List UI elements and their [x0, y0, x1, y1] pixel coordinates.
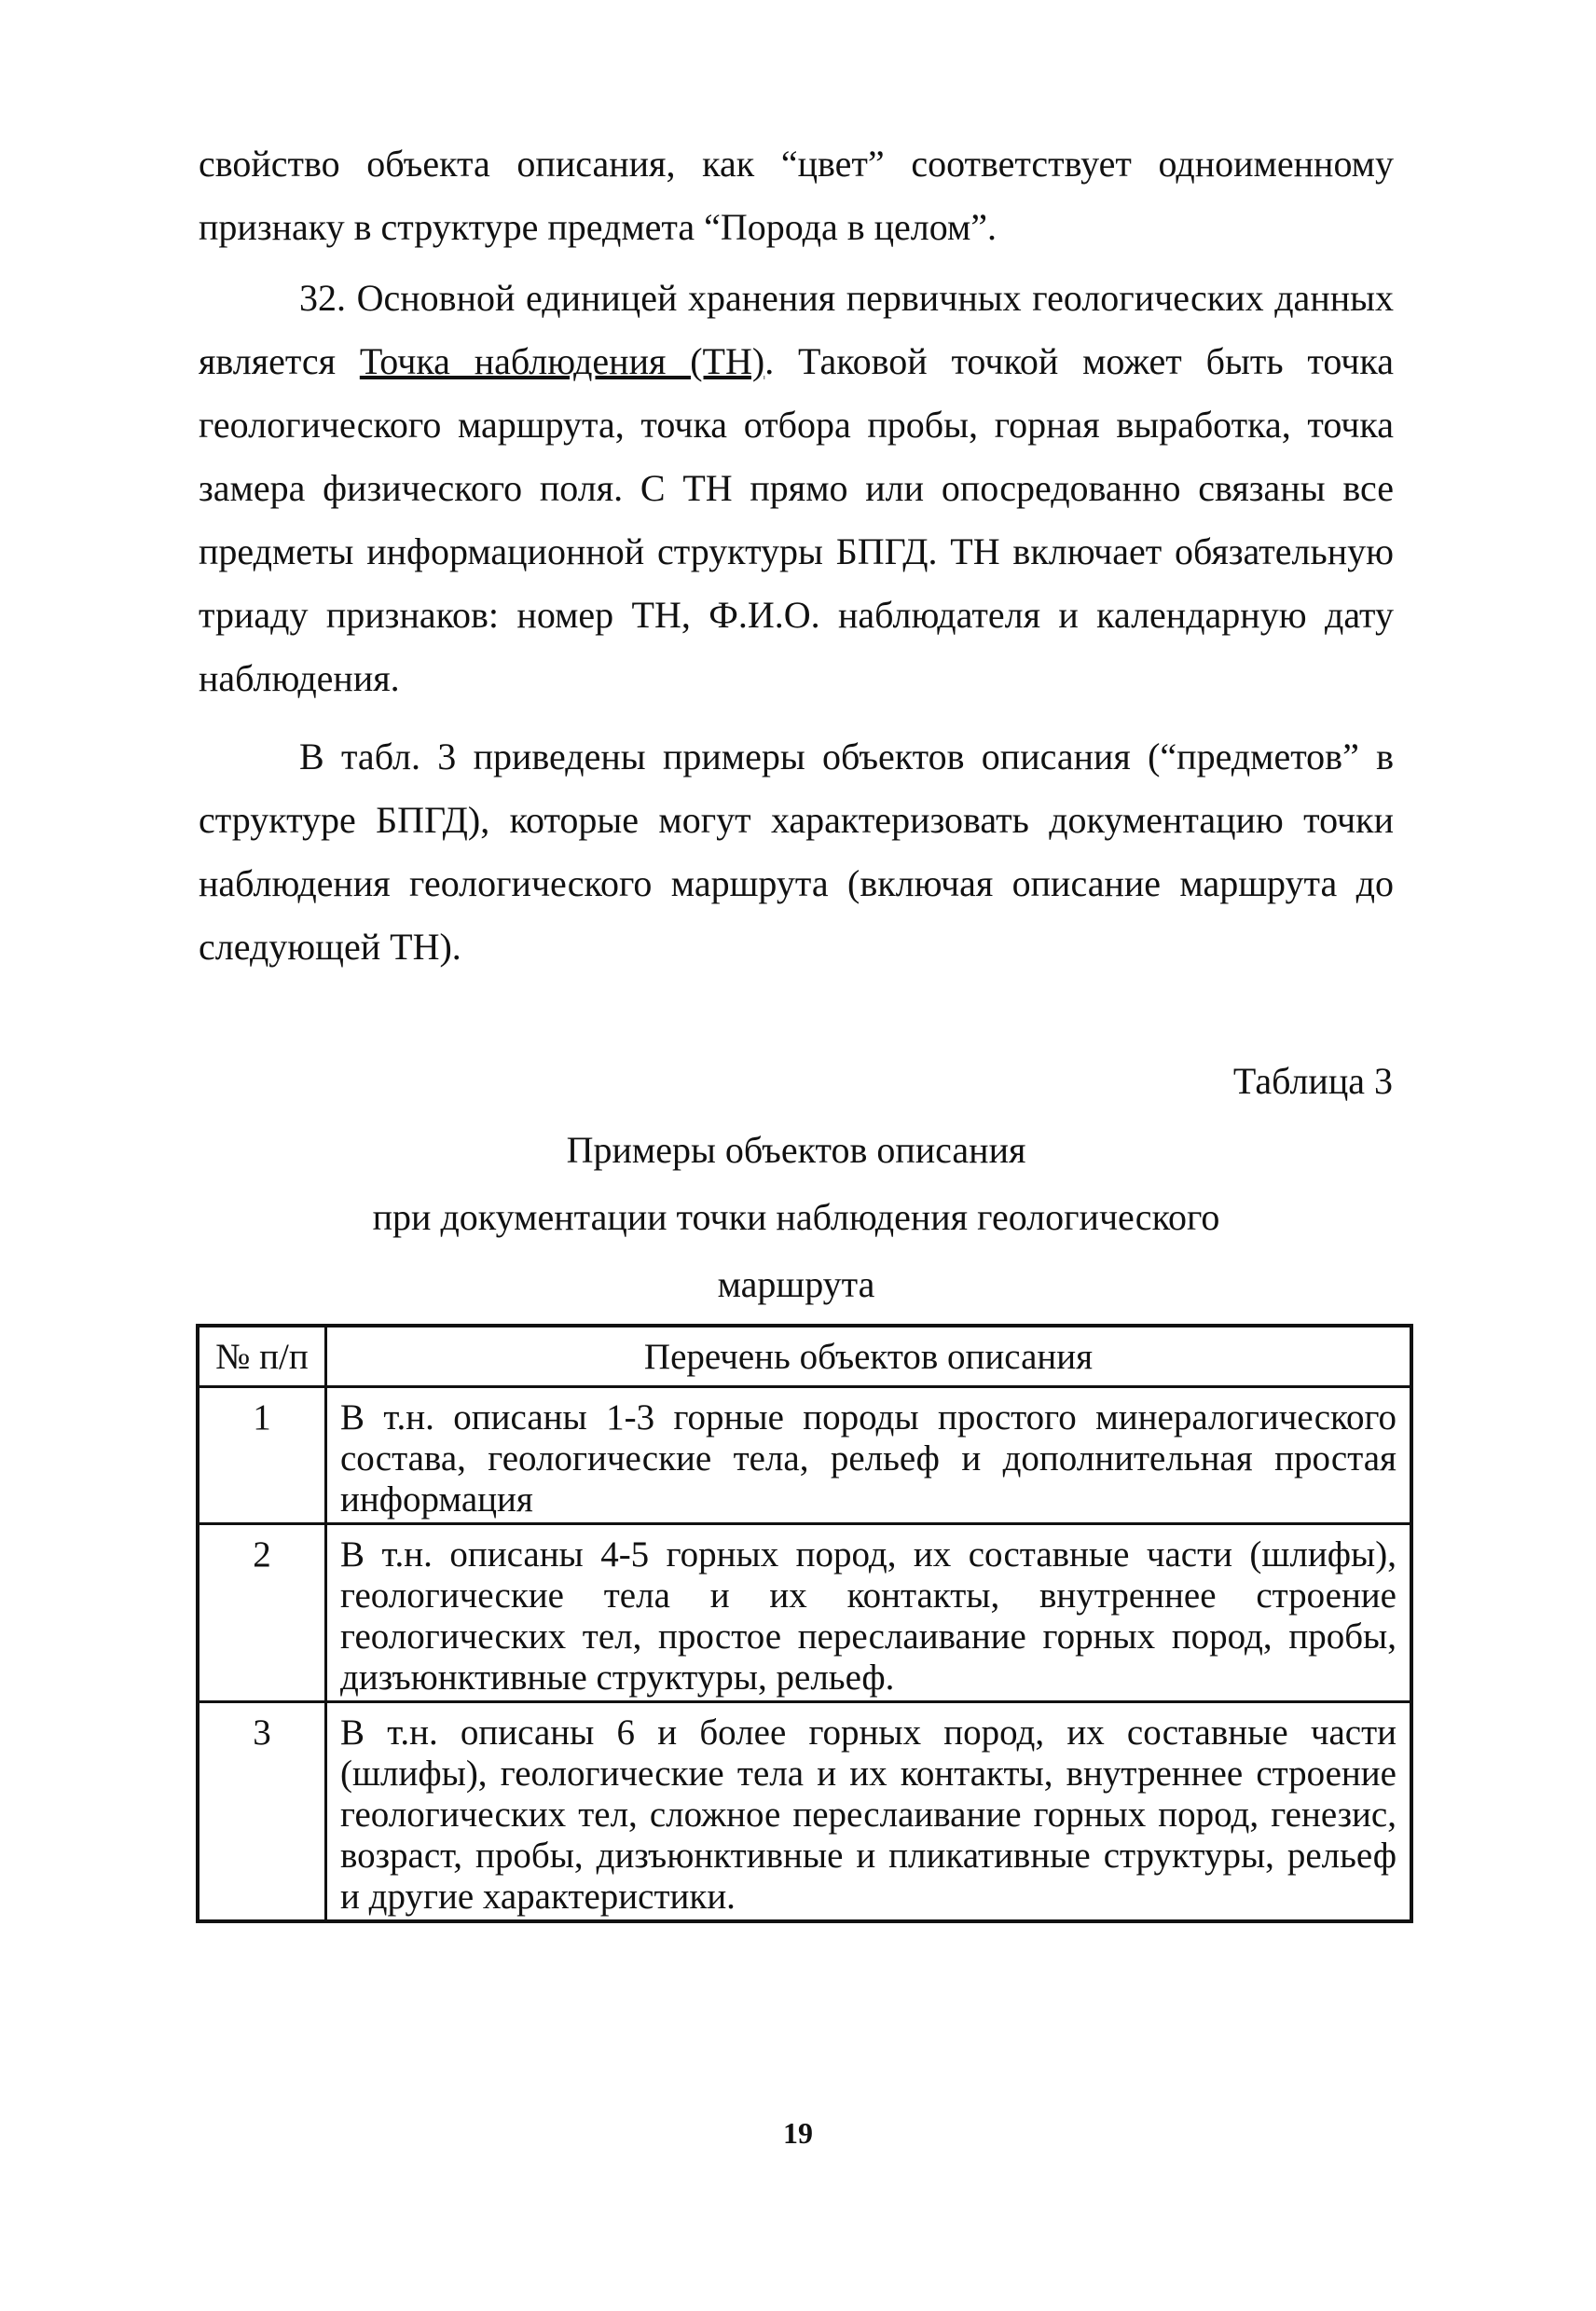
caption-line: маршрута [717, 1263, 875, 1305]
paragraph-end: . Таковой точкой может быть точка геологического маршрута, точка отбора пробы, горная выработка, точка замера физического поля. С ТН прямо или опосредованно связаны все предметы информационной структуры БПГД. ТН включает обязательную триаду признаков: номер ТН, Ф.И.О. наблюдателя и календарную дату наблюдения. [199, 340, 1395, 699]
paragraph-text: свойство объекта описания, как “цвет” соответствует одноименному признаку в структуре предмета “Порода в целом”. [199, 143, 1394, 248]
header-objects-list: Перечень объектов описания [326, 1326, 1412, 1387]
table-row [198, 1387, 1411, 1524]
table-caption [199, 1117, 1394, 1318]
paragraph-table-reference [199, 725, 1394, 979]
row-description: В т.н. описаны 1-3 горные породы простого минералогического состава, геологические тела, рельеф и дополнительная простая информация [326, 1387, 1412, 1524]
row-number: 3 [198, 1702, 326, 1922]
paragraph-text: В табл. 3 приведены примеры объектов описания (“предметов” в структуре БПГД), которые могут характеризовать документацию точки наблюдения геологического маршрута (включая описание маршрута до следующей ТН). [199, 736, 1394, 968]
table-header-row [198, 1326, 1411, 1387]
table-row [198, 1524, 1411, 1702]
objects-table [196, 1324, 1413, 1923]
paragraph-start: 32. Основной единицей хранения первичных геологических данных является [199, 277, 1394, 382]
row-number: 1 [198, 1387, 326, 1524]
row-number: 2 [198, 1524, 326, 1702]
caption-line: Примеры объектов описания [566, 1129, 1026, 1171]
paragraph-text [199, 267, 1394, 710]
table-label: Таблица 3 [1232, 1060, 1393, 1102]
defined-term: Точка наблюдения (ТН) [359, 340, 765, 382]
header-number: № п/п [198, 1326, 326, 1387]
paragraph-observation-point [199, 267, 1394, 710]
row-description: В т.н. описаны 4-5 горных пород, их составные части (шлифы), геологические тела и их контакты, внутреннее строение геологических тел, простое переслаивание горных пород, пробы, дизъюнктивные структуры, рельеф. [326, 1524, 1412, 1702]
paragraph-continuation [199, 132, 1394, 259]
page-number: 19 [783, 2116, 813, 2150]
caption-line: при документации точки наблюдения геологического [372, 1196, 1220, 1238]
table-row [198, 1702, 1411, 1922]
row-description: В т.н. описаны 6 и более горных пород, их составные части (шлифы), геологические тела и их контакты, внутреннее строение геологических тел, сложное переслаивание горных пород, генезис, возраст, пробы, дизъюнктивные и пликативные структуры, рельеф и другие характеристики. [326, 1702, 1412, 1922]
